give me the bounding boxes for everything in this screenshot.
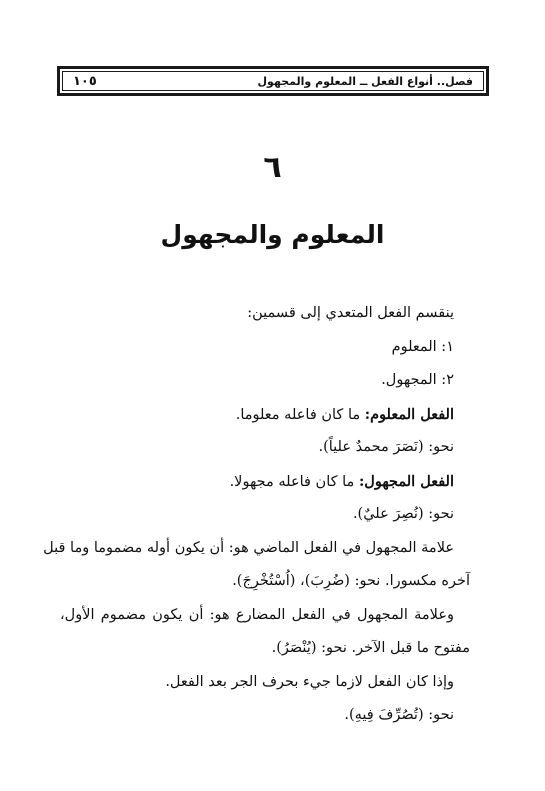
chapter-number: ٦ — [263, 150, 282, 185]
definition-known-text: ما كان فاعله معلوما. — [235, 406, 365, 423]
list-item-unknown: ٢: المجهول. — [381, 372, 454, 388]
definition-known-term: الفعل المعلوم: — [364, 405, 454, 423]
present-sign-line-2: مفتوح ما قبل الآخر. نحو: (يُنْصَرُ). — [271, 640, 470, 656]
definition-known — [60, 398, 470, 432]
running-header — [57, 66, 489, 96]
page-number: ١٠٥ — [73, 73, 97, 89]
definition-unknown-term: الفعل المجهول: — [358, 472, 454, 490]
intro-paragraph: ينقسم الفعل المتعدي إلى قسمين: — [247, 305, 454, 321]
definition-unknown-text: ما كان فاعله مجهولا. — [229, 473, 359, 490]
intransitive-paragraph: وإذا كان الفعل لازما جيء بحرف الجر بعد الفعل. — [165, 673, 454, 690]
running-header-inner — [62, 71, 484, 91]
present-sign-line-1: وعلامة المجهول في الفعل المضارع هو: أن يكون مضموم الأول، — [60, 606, 454, 623]
definition-unknown — [60, 465, 470, 499]
body-text — [43, 297, 470, 733]
list-item-known: ١: المعلوم — [391, 338, 454, 355]
example-known: نحو: (نَصَرَ محمدٌ علياً). — [318, 439, 454, 455]
chapter-title: المعلوم والمجهول — [160, 220, 385, 249]
example-intransitive: نحو: (تُصُرِّفَ فِيهِ). — [344, 707, 454, 723]
example-unknown: نحو: (نُصِرَ عليٌ). — [352, 506, 454, 522]
past-sign-line-1: علامة المجهول في الفعل الماضي هو: أن يكون أوله مضموما وما قبل — [43, 539, 454, 556]
running-title: فصل.. أنواع الفعل ــ المعلوم والمجهول — [257, 74, 473, 88]
past-sign-line-2: آخره مكسورا. نحو: (ضُرِبَ)، (اُسْتُخْرِجَ). — [232, 573, 470, 589]
